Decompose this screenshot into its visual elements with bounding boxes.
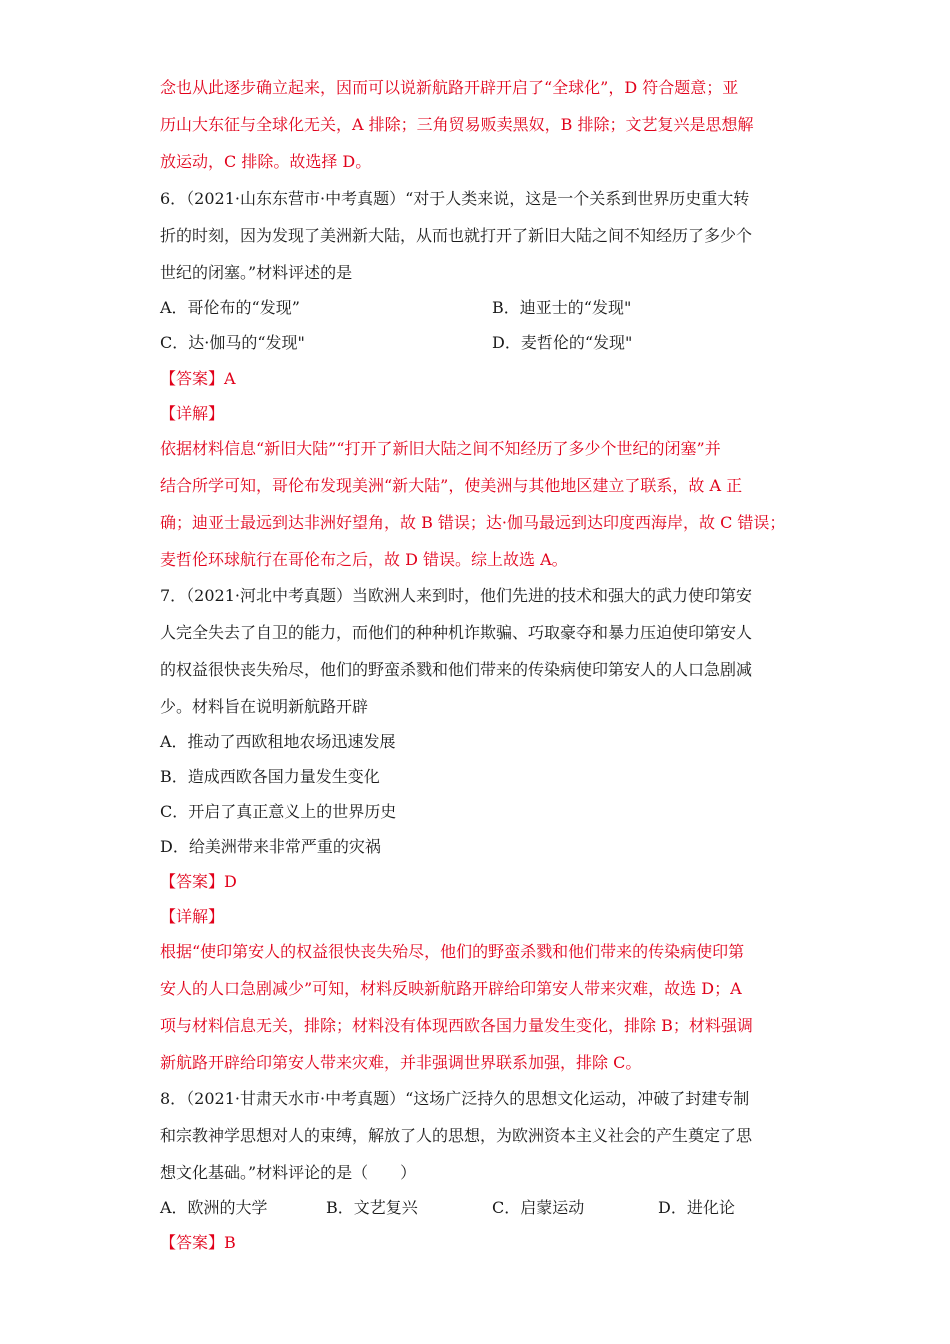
q7-detail-line-4: 新航路开辟给印第安人带来灾难，并非强调世界联系加强，排除 C。 (160, 1053, 642, 1072)
prev-explanation-line-3: 放运动，C 排除。故选择 D。 (160, 152, 372, 171)
q7-option-c: C．开启了真正意义上的世界历史 (160, 802, 397, 821)
q7-stem-line-2: 人完全失去了自卫的能力，而他们的种种机诈欺骗、巧取豪夺和暴力压迫使印第安人 (160, 623, 753, 642)
q6-option-c: C．达·伽马的“发现" (160, 333, 305, 352)
q7-stem-line-4: 少。材料旨在说明新航路开辟 (160, 697, 369, 716)
q8-option-c: C．启蒙运动 (492, 1198, 585, 1217)
q6-option-b: B．迪亚士的“发现" (492, 298, 632, 317)
q7-option-d: D．给美洲带来非常严重的灾祸 (160, 837, 381, 856)
q7-detail-line-3: 项与材料信息无关，排除；材料没有体现西欧各国力量发生变化，排除 B；材料强调 (160, 1016, 753, 1035)
q7-stem-line-1: 7．（2021·河北中考真题）当欧洲人来到时，他们先进的技术和强大的武力使印第安 (160, 586, 752, 605)
q6-option-a: A．哥伦布的“发现” (160, 298, 300, 317)
q8-option-a: A．欧洲的大学 (160, 1198, 268, 1217)
q6-detail-line-3: 确；迪亚士最远到达非洲好望角，故 B 错误；达·伽马最远到达印度西海岸，故 C 错误； (160, 513, 786, 532)
q8-option-d: D．进化论 (658, 1198, 735, 1217)
q7-option-a: A．推动了西欧租地农场迅速发展 (160, 732, 396, 751)
q8-stem-line-3: 想文化基础。”材料评论的是（ ） (160, 1163, 417, 1182)
q7-detail-label: 【详解】 (160, 907, 225, 926)
q8-answer: 【答案】B (160, 1233, 236, 1252)
q8-stem-line-2: 和宗教神学思想对人的束缚，解放了人的思想，为欧洲资本主义社会的产生奠定了思 (160, 1126, 753, 1145)
prev-explanation-line-2: 历山大东征与全球化无关，A 排除；三角贸易贩卖黑奴，B 排除；文艺复兴是思想解 (160, 115, 754, 134)
q7-detail-line-2: 安人的人口急剧减少”可知，材料反映新航路开辟给印第安人带来灾难，故选 D；A (160, 979, 742, 998)
q6-stem-line-1: 6．（2021·山东东营市·中考真题）“对于人类来说，这是一个关系到世界历史重大转 (160, 189, 750, 208)
q6-option-d: D．麦哲伦的“发现" (492, 333, 633, 352)
q6-stem-line-3: 世纪的闭塞。”材料评述的是 (160, 263, 353, 282)
q7-option-b: B．造成西欧各国力量发生变化 (160, 767, 380, 786)
q7-answer: 【答案】D (160, 872, 237, 891)
prev-explanation-line-1: 念也从此逐步确立起来，因而可以说新航路开辟开启了“全球化”，D 符合题意；亚 (160, 78, 739, 97)
q8-stem-line-1: 8．（2021·甘肃天水市·中考真题）“这场广泛持久的思想文化运动，冲破了封建专制 (160, 1089, 750, 1108)
q6-detail-line-2: 结合所学可知，哥伦布发现美洲“新大陆”，使美洲与其他地区建立了联系，故 A 正 (160, 476, 743, 495)
q6-stem-line-2: 折的时刻，因为发现了美洲新大陆，从而也就打开了新旧大陆之间不知经历了多少个 (160, 226, 753, 245)
q8-option-b: B．文艺复兴 (326, 1198, 418, 1217)
q6-detail-label: 【详解】 (160, 404, 225, 423)
q7-stem-line-3: 的权益很快丧失殆尽，他们的野蛮杀戮和他们带来的传染病使印第安人的人口急剧减 (160, 660, 753, 679)
q6-detail-line-1: 依据材料信息“新旧大陆”“打开了新旧大陆之间不知经历了多少个世纪的闭塞”并 (160, 439, 721, 458)
q6-answer: 【答案】A (160, 369, 236, 388)
q6-detail-line-4: 麦哲伦环球航行在哥伦布之后，故 D 错误。综上故选 A。 (160, 550, 568, 569)
q7-detail-line-1: 根据“使印第安人的权益很快丧失殆尽，他们的野蛮杀戮和他们带来的传染病使印第 (160, 942, 745, 961)
